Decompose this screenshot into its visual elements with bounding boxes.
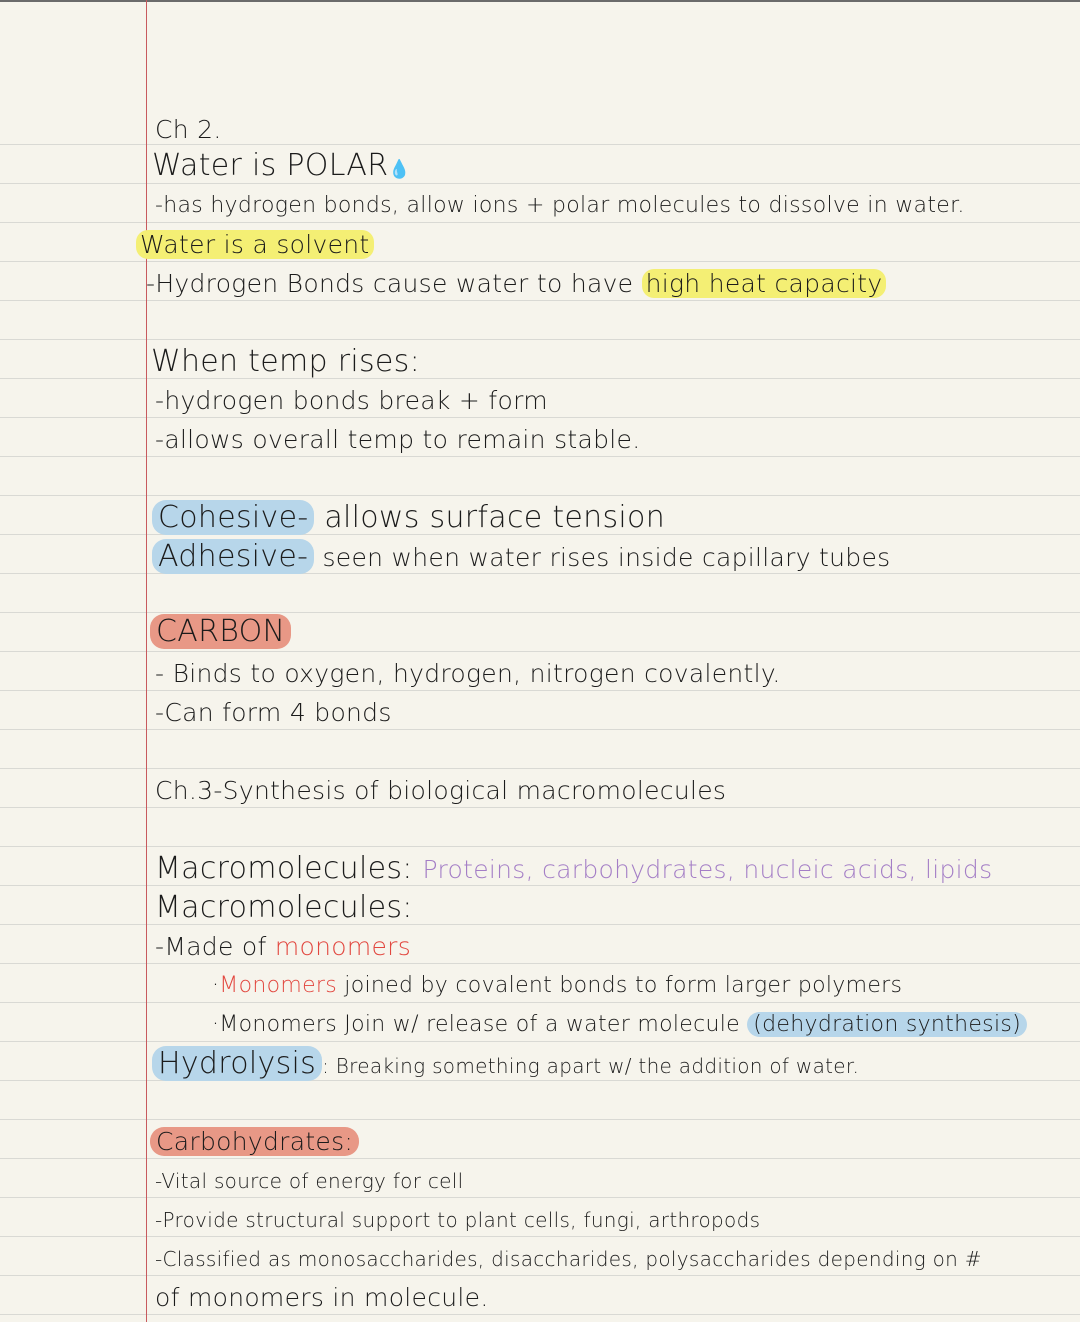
note-text: -Vital source of energy for cell <box>155 1169 464 1193</box>
highlighted-term: CARBON <box>150 614 291 649</box>
note-line <box>155 1241 982 1277</box>
note-line <box>150 1124 359 1160</box>
note-line <box>152 539 890 575</box>
margin-line <box>146 0 147 1322</box>
highlighted-text: (dehydration synthesis) <box>747 1012 1027 1037</box>
note-text: -Classified as monosaccharides, disaccharides, polysaccharides depending on # <box>155 1247 982 1271</box>
note-text: -has hydrogen bonds, allow ions + polar molecules to dissolve in water. <box>155 193 965 218</box>
ruled-line <box>0 768 1080 769</box>
note-line <box>152 500 665 536</box>
chapter-2-label: Ch 2. <box>155 115 222 144</box>
note-line <box>212 968 902 1004</box>
highlighted-term: Hydrolysis <box>152 1046 322 1081</box>
note-line <box>155 695 392 731</box>
note-line <box>146 266 886 302</box>
note-text: of monomers in molecule. <box>155 1283 489 1312</box>
note-line <box>155 422 640 458</box>
note-line <box>151 344 420 380</box>
ruled-line <box>0 1119 1080 1120</box>
top-border <box>0 0 1080 2</box>
colored-text: Proteins, carbohydrates, nucleic acids, lipids <box>422 855 993 884</box>
note-text: Macromolecules: <box>155 851 423 886</box>
note-line <box>155 656 781 692</box>
ruled-line <box>0 846 1080 847</box>
note-text: -Made of <box>155 932 275 961</box>
water-droplets-icon: 💧 <box>388 159 412 180</box>
note-line <box>152 148 411 184</box>
chapter-heading <box>155 773 726 809</box>
highlighted-term: Carbohydrates: <box>150 1127 359 1156</box>
note-line <box>155 929 411 965</box>
section-heading: When temp rises: <box>151 344 420 379</box>
highlighted-text: high heat capacity <box>642 269 887 298</box>
colored-text: monomers <box>274 932 412 961</box>
bullet: · <box>212 973 220 998</box>
ruled-line <box>0 651 1080 652</box>
note-text: -Hydrogen Bonds cause water to have <box>146 269 642 298</box>
note-text: ·Monomers Join w/ release of a water molecule <box>212 1012 748 1037</box>
water-polar-title: Water is POLAR <box>152 148 389 183</box>
chapter-3-label: Ch.3-Synthesis of biological macromolecules <box>155 776 727 805</box>
note-text: joined by covalent bonds to form larger polymers <box>337 973 903 998</box>
highlighted-term: Adhesive- <box>152 539 314 574</box>
colored-text: Monomers <box>219 973 338 998</box>
note-line <box>155 1202 760 1238</box>
note-line <box>155 188 965 224</box>
note-line <box>136 227 374 263</box>
note-line <box>155 1280 489 1316</box>
note-text: -hydrogen bonds break + form <box>155 386 548 415</box>
ruled-line <box>0 339 1080 340</box>
note-text: allows surface tension <box>314 500 666 535</box>
note-line <box>155 1163 464 1199</box>
ruled-line <box>0 495 1080 496</box>
note-text: : Breaking something apart w/ the addition of water. <box>322 1054 860 1078</box>
note-line <box>150 614 291 650</box>
highlighted-term: Cohesive- <box>152 500 314 535</box>
ruled-line <box>0 612 1080 613</box>
note-line <box>155 851 992 887</box>
note-text: -Can form 4 bonds <box>155 698 392 727</box>
note-text: -Provide structural support to plant cells, fungi, arthropods <box>155 1208 761 1232</box>
note-text: Macromolecules: <box>155 890 413 925</box>
note-line <box>152 1046 859 1082</box>
note-text: - Binds to oxygen, hydrogen, nitrogen covalently. <box>155 659 781 688</box>
note-text: -allows overall temp to remain stable. <box>155 425 641 454</box>
highlighted-text: Water is a solvent <box>136 230 374 259</box>
chapter-heading <box>155 112 222 148</box>
note-line <box>155 890 413 926</box>
note-line <box>155 383 548 419</box>
note-text: seen when water rises inside capillary tubes <box>314 543 891 572</box>
note-line <box>212 1007 1027 1043</box>
